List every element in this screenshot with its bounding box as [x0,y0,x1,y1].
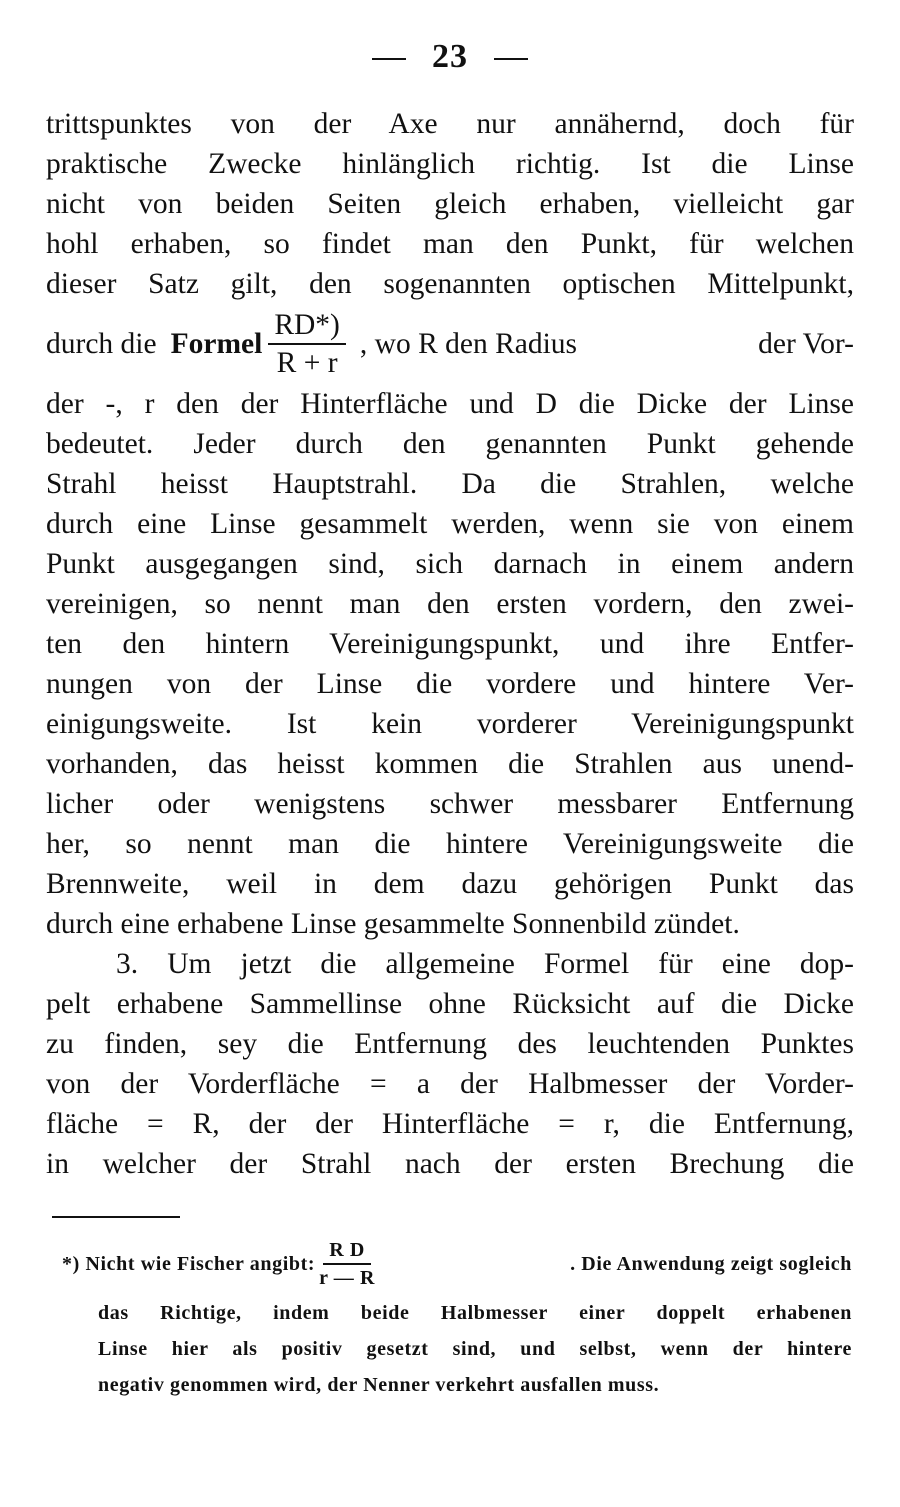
text-line: her, so nennt man die hintere Vereinigungsweite die [46,828,854,860]
text-line: durch eine erhabene Linse gesammelte Sonnenbild zündet. [46,908,740,940]
footnote-denominator: r — R [319,1267,376,1289]
text-line: von der Vorderfläche = a der Halbmesser der Vorder- [46,1068,854,1100]
text-line: einigungsweite. Ist kein vorderer Vereinigungspunkt [46,708,854,740]
footnote-numerator: R D [323,1237,371,1265]
footnote-pre-text: Nicht wie Fischer angibt: [85,1253,316,1275]
footnote-post-text: . Die Anwendung zeigt sogleich [570,1253,852,1275]
text-line: vorhanden, das heisst kommen die Strahlen aus unend- [46,748,854,780]
footnote [62,1232,852,1404]
page-number-header [0,38,900,76]
text-line: Strahl heisst Hauptstrahl. Da die Strahlen, welche [46,468,854,500]
formula-pre-text: durch die [46,328,157,360]
footnote-formula [319,1237,375,1291]
text-line: in welcher der Strahl nach der ersten Brechung die [46,1148,854,1180]
text-line: trittspunktes von der Axe nur annähernd, doch für [46,108,854,140]
main-text [46,104,854,1184]
formula-line [46,300,854,388]
formula-post-text [360,324,854,364]
text-line: licher oder wenigstens schwer messbarer Entfernung [46,788,854,820]
text-line: bedeutet. Jeder durch den genannten Punkt gehende [46,428,854,460]
section-3-first-line: 3. Um jetzt die allgemeine Formel für eine dop- [116,948,854,980]
text-line: nicht von beiden Seiten gleich erhaben, vielleicht gar [46,188,854,220]
text-line: zu finden, sey die Entfernung des leuchtenden Punktes [46,1028,854,1060]
right-dash [494,58,528,60]
text-line: vereinigen, so nennt man den ersten vordern, den zwei- [46,588,854,620]
formula-post-left: , wo R den Radius [359,328,578,360]
footnote-line: das Richtige, indem beide Halbmesser einer doppelt erhabenen [98,1302,852,1324]
text-line: nungen von der Linse die vordere und hintere Ver- [46,668,854,700]
text-line: der -, r den der Hinterfläche und D die Dicke der Linse [46,388,854,420]
text-line: durch eine Linse gesammelt werden, wenn sie von einem [46,508,854,540]
formula-post-right: der Vor- [758,328,854,360]
footnote-marker: *) [62,1253,80,1275]
text-line: Punkt ausgegangen sind, sich darnach in einem andern [46,548,854,580]
footnote-line: Linse hier als positiv gesetzt sind, und selbst, wenn der hintere [98,1338,852,1360]
text-line: hohl erhaben, so findet man den Punkt, für welchen [46,228,854,260]
text-line: ten den hintern Vereinigungspunkt, und ihre Entfer- [46,628,854,660]
left-dash [372,58,406,60]
text-line: Brennweite, weil in dem dazu gehörigen Punkt das [46,868,854,900]
footnote-line: negativ genommen wird, der Nenner verkehrt ausfallen muss. [98,1374,660,1396]
text-line: praktische Zwecke hinlänglich richtig. Ist die Linse [46,148,854,180]
text-line: fläche = R, der der Hinterfläche = r, die Entfernung, [46,1108,854,1140]
text-line: dieser Satz gilt, den sogenannten optischen Mittelpunkt, [46,268,854,300]
formula-denominator: R + r [276,347,338,379]
page-number: 23 [432,38,468,75]
text-line: pelt erhabene Sammellinse ohne Rücksicht auf die Dicke [46,988,854,1020]
formula-word: Formel [170,328,263,360]
formula-numerator: RD*) [268,307,346,345]
footnote-rule [52,1216,180,1218]
footnote-first-line [62,1232,852,1296]
optical-center-formula [268,307,346,381]
